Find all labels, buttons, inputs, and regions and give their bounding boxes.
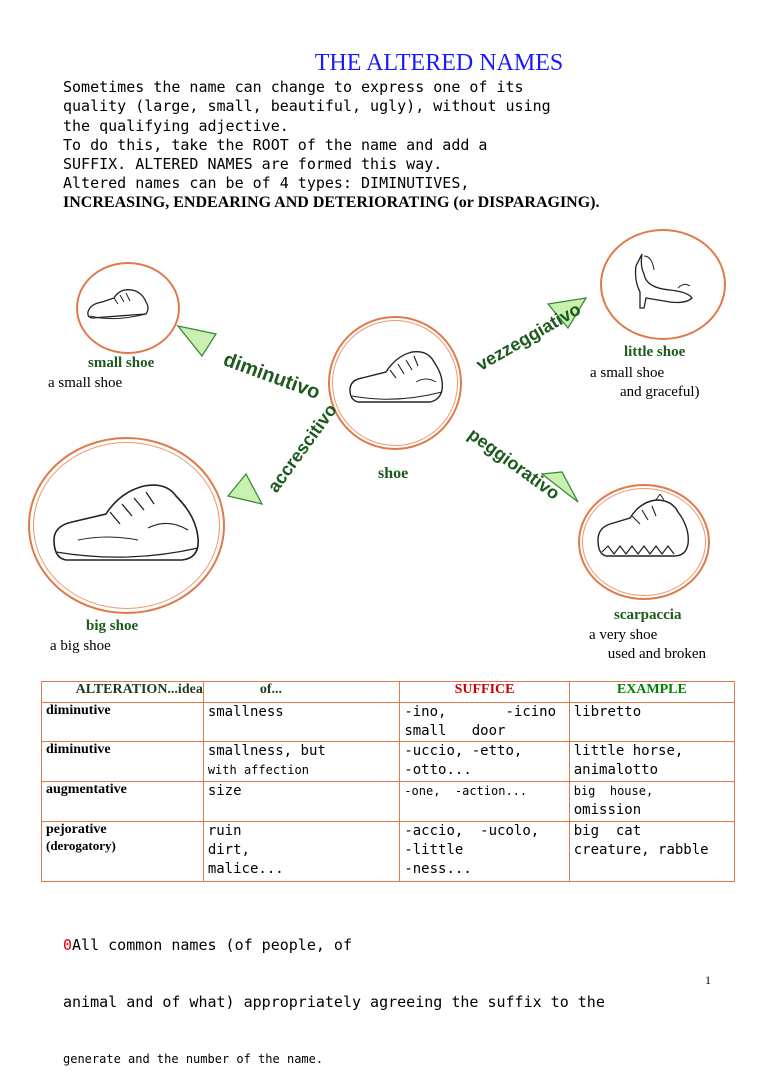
row-example (569, 742, 734, 782)
table-row (42, 703, 735, 742)
row-suffix-text2: -little (404, 842, 464, 858)
intro-line: To do this, take the ROOT of the name and add a (63, 136, 488, 154)
row-idea (203, 742, 399, 782)
row-suffix-text3: -ness... (404, 861, 472, 877)
small-shoe-icon (84, 282, 156, 326)
little-shoe-desc: a small shoe and graceful) (590, 365, 700, 400)
table-header-row (42, 682, 735, 703)
scarpaccia-label: scarpaccia (614, 607, 682, 623)
big-shoe-icon (48, 478, 210, 570)
shoe-icon (346, 346, 448, 410)
page-title: THE ALTERED NAMES (314, 50, 564, 76)
arrow-to-big-icon (226, 472, 266, 506)
row-example: libretto (569, 703, 734, 742)
suffix-peggiorativo: peggiorativo (464, 424, 564, 504)
row-suffix-text: -accio, -ucolo, (404, 823, 540, 839)
intro-line: Altered names can be of 4 types: DIMINUTIVES, (63, 174, 470, 192)
row-type (42, 822, 204, 882)
footnote (63, 898, 605, 1088)
arrow-to-small-icon (176, 322, 218, 358)
little-shoe-icon (630, 246, 700, 312)
footnote-marker: 0 (63, 936, 73, 954)
row-example (569, 822, 734, 882)
scarpaccia-desc: a very shoe used and broken (589, 627, 707, 662)
intro-line: SUFFIX. ALTERED NAMES are formed this way. (63, 155, 443, 173)
row-suffix (400, 742, 569, 782)
intro-line: quality (large, small, beautiful, ugly), without using (63, 97, 551, 115)
alteration-table (41, 681, 735, 882)
big-shoe-desc: a big shoe (50, 638, 111, 654)
row-type: augmentative (42, 782, 204, 822)
page-number: 1 (705, 973, 711, 987)
row-idea-text3: malice... (207, 861, 284, 877)
row-example-text2: creature, rabble (573, 842, 709, 858)
table-row (42, 782, 735, 822)
header-alteration: ALTERATION...idea (42, 682, 204, 703)
small-shoe-label: small shoe (88, 355, 155, 371)
row-type-text: pejorative (46, 822, 107, 837)
suffix-vezzeggiativo: vezzeggiativo (472, 298, 585, 375)
big-shoe-label: big shoe (86, 618, 139, 634)
row-example-text: little horse, (573, 743, 684, 759)
row-idea (203, 822, 399, 882)
row-type: diminutive (42, 703, 204, 742)
row-example-text: big cat (573, 823, 642, 839)
row-idea (203, 703, 399, 742)
intro-line: Sometimes the name can change to express one of its (63, 78, 524, 96)
row-idea-text: smallness, but (207, 743, 326, 759)
header-idea: of... (203, 682, 399, 703)
row-idea-text2: dirt, (207, 842, 250, 858)
footnote-line3: generate and the number of the name. (63, 1052, 324, 1066)
row-type: diminutive (42, 742, 204, 782)
row-suffix (400, 703, 569, 742)
row-suffix (400, 822, 569, 882)
row-idea-text2: with affection (207, 763, 309, 777)
suffix-accrescitivo: accrescitivo (263, 400, 341, 497)
row-example-text2: omission (573, 802, 642, 818)
row-suffix: -one, -action... (400, 782, 569, 822)
row-example (569, 782, 734, 822)
intro-line: the qualifying adjective. (63, 117, 289, 135)
row-idea: size (203, 782, 399, 822)
row-suffix-text: -ino, -icino (404, 704, 557, 720)
footnote-line1-text: All common names (of people, of (72, 936, 352, 954)
row-type-sub: (derogatory) (46, 838, 116, 853)
row-idea-text: ruin (207, 823, 242, 839)
row-example-text2: animalotto (573, 762, 659, 778)
scarpaccia-icon (592, 494, 696, 568)
suffix-diminutivo: diminutivo (220, 348, 323, 404)
table-row (42, 742, 735, 782)
shoe-label: shoe (378, 465, 409, 482)
small-shoe-desc: a small shoe (48, 375, 123, 391)
intro-bold-line: INCREASING, ENDEARING AND DETERIORATING (or DISPARAGING). (63, 194, 600, 211)
row-idea-text: smallness (207, 704, 284, 720)
footnote-line2: animal and of what) appropriately agreeing the suffix to the (63, 993, 605, 1011)
header-example: EXAMPLE (569, 682, 734, 703)
footnote-line1 (63, 936, 605, 955)
row-line2: small door (404, 723, 506, 739)
row-example-text: big house, (573, 784, 654, 798)
row-suffix-text: -uccio, -etto, (404, 743, 523, 759)
little-shoe-label: little shoe (624, 344, 686, 360)
header-suffice: SUFFICE (400, 682, 569, 703)
table-row (42, 822, 735, 882)
row-suffix-text2: -otto... (404, 762, 472, 778)
